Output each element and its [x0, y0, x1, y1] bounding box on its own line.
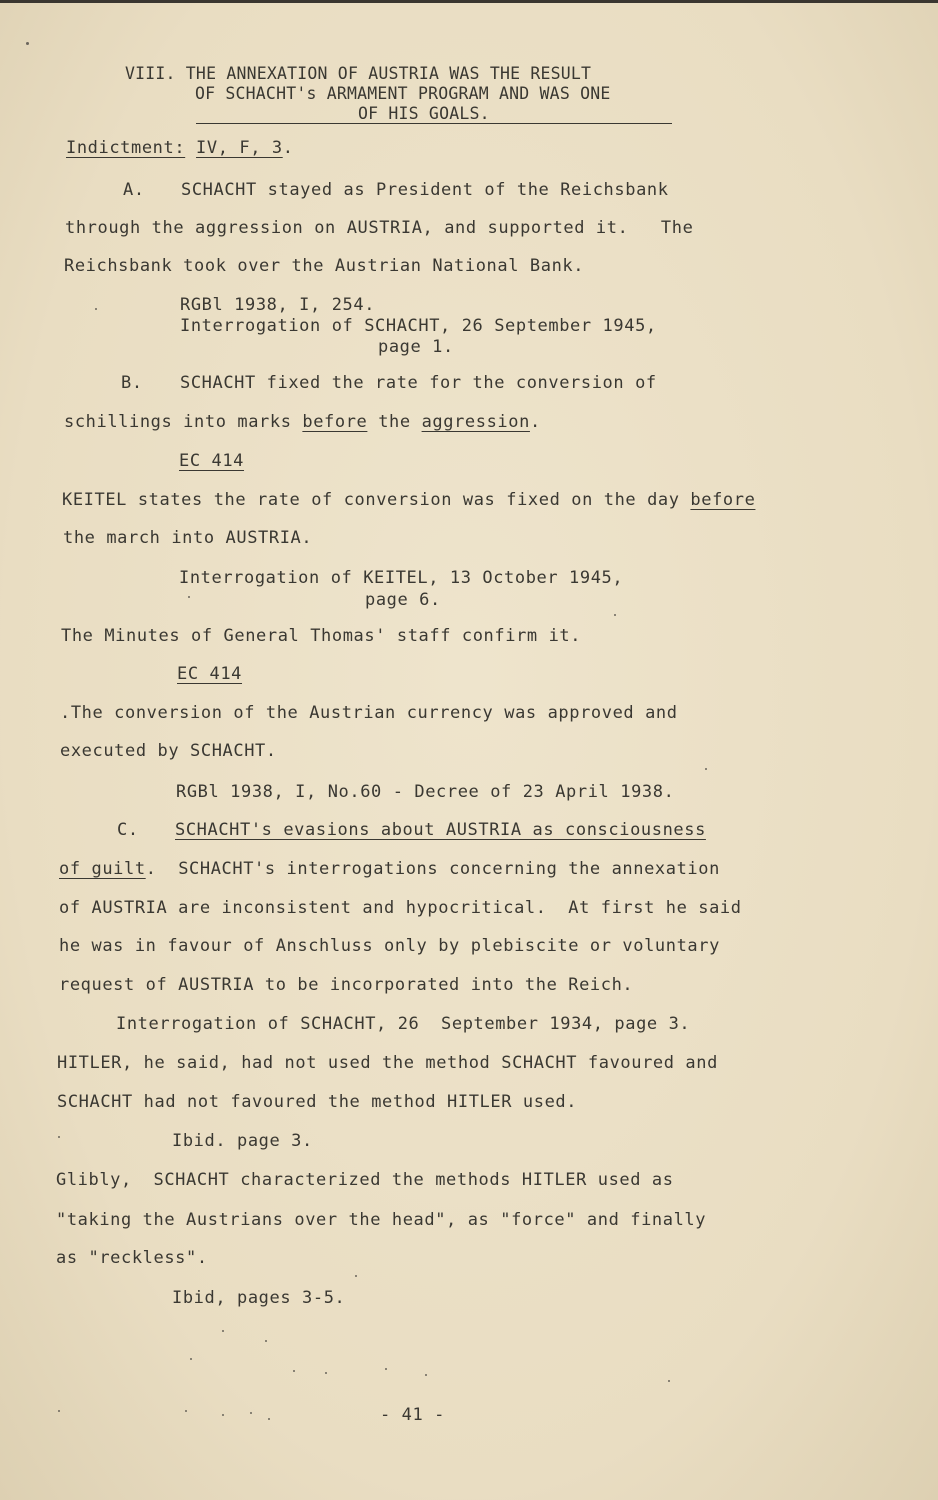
section-b-line-1: SCHACHT fixed the rate for the conversion of — [180, 373, 657, 393]
heading-line-2: OF SCHACHT's ARMAMENT PROGRAM AND WAS ONE — [195, 84, 611, 103]
conversion-line-2: executed by SCHACHT. — [60, 741, 277, 761]
section-b-line-2 — [64, 412, 541, 432]
section-c-title-2: of guilt — [59, 859, 146, 879]
paper-speck — [58, 1136, 60, 1138]
section-a-line-1: SCHACHT stayed as President of the Reichsbank — [181, 180, 669, 200]
section-b-line-2-end: . — [529, 412, 541, 432]
paper-speck — [95, 308, 97, 310]
section-c-line-5: Interrogation of SCHACHT, 26 September 1934, page 3. — [116, 1014, 691, 1034]
indictment-label: Indictment: — [66, 138, 186, 158]
keitel-line-1 — [62, 490, 755, 510]
paper-speck — [58, 1410, 60, 1412]
keitel-line-2: the march into AUSTRIA. — [63, 528, 313, 548]
section-b-line-2-mid: the — [367, 412, 422, 432]
paper-speck — [265, 1340, 267, 1342]
paper-speck — [268, 1418, 270, 1420]
keitel-line-1-start: KEITEL states the rate of conversion was fixed on the day — [62, 490, 691, 510]
section-c-title-1: SCHACHT's evasions about AUSTRIA as consciousness — [175, 820, 706, 840]
heading-line-1: VIII. THE ANNEXATION OF AUSTRIA WAS THE RESULT — [125, 64, 592, 83]
section-b-marker: B. — [121, 373, 143, 393]
citation-interrogation-schacht: Interrogation of SCHACHT, 26 September 1945, — [180, 316, 657, 336]
section-c-line-9: "taking the Austrians over the head", as "force" and finally — [56, 1210, 707, 1230]
section-c-line-6: HITLER, he said, had not used the method SCHACHT favoured and — [57, 1053, 718, 1073]
exhibit-ec-414-second: EC 414 — [177, 664, 243, 684]
paper-speck — [325, 1372, 327, 1374]
underlined-aggression: aggression — [421, 412, 530, 432]
section-c-line-3: he was in favour of Anschluss only by plebiscite or voluntary — [59, 936, 720, 956]
indictment-reference: IV, F, 3 — [196, 138, 283, 158]
paper-speck — [250, 1412, 252, 1414]
section-a-line-2: through the aggression on AUSTRIA, and supported it. The — [65, 218, 694, 238]
section-c-line-1 — [59, 859, 720, 879]
citation-keitel-page-6: page 6. — [365, 590, 441, 610]
minutes-thomas-staff: The Minutes of General Thomas' staff confirm it. — [61, 626, 582, 646]
paper-speck — [26, 42, 29, 45]
paper-speck — [222, 1330, 224, 1332]
paper-speck — [425, 1374, 427, 1376]
paper-speck — [614, 614, 616, 616]
citation-interrogation-keitel: Interrogation of KEITEL, 13 October 1945, — [179, 568, 624, 588]
underlined-before: before — [302, 412, 368, 432]
exhibit-ec-414-first: EC 414 — [179, 451, 245, 471]
section-c-line-8: Glibly, SCHACHT characterized the methods HITLER used as — [56, 1170, 674, 1190]
section-a-marker: A. — [123, 180, 145, 200]
paper-speck — [668, 1380, 670, 1382]
paper-speck — [222, 1414, 224, 1416]
indictment — [66, 138, 294, 158]
heading-line-3: OF HIS GOALS. — [358, 104, 490, 123]
paper-speck — [355, 1275, 357, 1277]
underlined-before-keitel: before — [690, 490, 756, 510]
paper-speck — [188, 596, 190, 598]
section-c-line-4: request of AUSTRIA to be incorporated into the Reich. — [59, 975, 634, 995]
conversion-line-1: .The conversion of the Austrian currency was approved and — [60, 703, 678, 723]
section-a-line-3: Reichsbank took over the Austrian National Bank. — [64, 256, 585, 276]
heading-underline — [196, 123, 672, 124]
paper-speck — [190, 1358, 192, 1360]
section-c-marker: C. — [117, 820, 139, 840]
paper-speck — [185, 1410, 187, 1412]
top-edge-shadow — [0, 0, 938, 3]
citation-decree-1938: RGBl 1938, I, No.60 - Decree of 23 April 1938. — [176, 782, 675, 802]
citation-page-1: page 1. — [378, 337, 454, 357]
paper-speck — [705, 768, 707, 770]
paper-speck — [385, 1368, 387, 1370]
section-b-line-2-start: schillings into marks — [64, 412, 303, 432]
citation-rgbl-254: RGBl 1938, I, 254. — [180, 295, 376, 315]
page-number: - 41 - — [380, 1405, 446, 1425]
citation-ibid-pages-3-5: Ibid, pages 3-5. — [172, 1288, 346, 1308]
section-c-line-10: as "reckless". — [56, 1248, 208, 1268]
paper-speck — [293, 1370, 295, 1372]
indictment-period: . — [282, 138, 294, 158]
citation-ibid-page-3: Ibid. page 3. — [172, 1131, 313, 1151]
section-c-line-1-rest: . SCHACHT's interrogations concerning the annexation — [145, 859, 720, 879]
section-c-line-2: of AUSTRIA are inconsistent and hypocritical. At first he said — [59, 898, 742, 918]
section-c-line-7: SCHACHT had not favoured the method HITLER used. — [57, 1092, 578, 1112]
